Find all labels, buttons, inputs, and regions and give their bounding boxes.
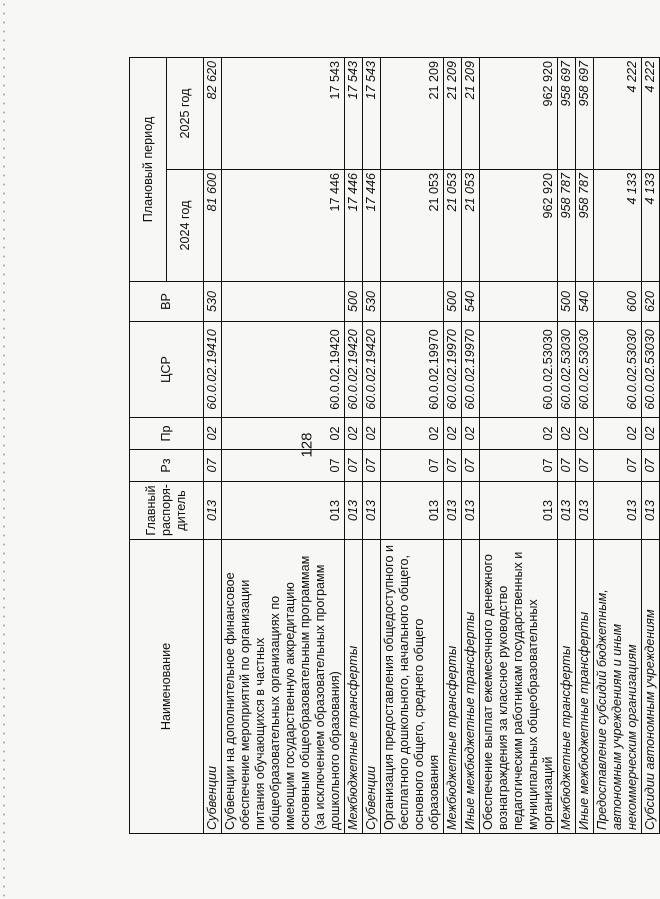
cell-manager: 013 bbox=[204, 482, 222, 540]
cell-name: Иные межбюджетные трансферты bbox=[462, 540, 480, 834]
cell-pr: 02 bbox=[363, 418, 381, 450]
cell-name: Иные межбюджетные трансферты bbox=[576, 540, 594, 834]
cell-2024: 81 600 bbox=[204, 170, 222, 282]
cell-csr: 60.0.02.53030 bbox=[480, 322, 558, 418]
cell-pr: 02 bbox=[444, 418, 462, 450]
cell-2025: 4 222 bbox=[594, 57, 642, 169]
cell-pr: 02 bbox=[576, 418, 594, 450]
cell-csr: 60.0.02.19970 bbox=[444, 322, 462, 418]
header-2025: 2025 год bbox=[167, 57, 204, 169]
cell-rz: 07 bbox=[204, 450, 222, 482]
cell-manager: 013 bbox=[444, 482, 462, 540]
cell-2024: 958 787 bbox=[576, 170, 594, 282]
cell-vr bbox=[222, 282, 345, 322]
cell-vr: 530 bbox=[204, 282, 222, 322]
cell-rz: 07 bbox=[594, 450, 642, 482]
cell-rz: 07 bbox=[642, 450, 660, 482]
header-name: Наименование bbox=[130, 540, 204, 834]
cell-vr: 620 bbox=[642, 282, 660, 322]
table-row bbox=[480, 57, 558, 833]
cell-2024: 4 133 bbox=[594, 170, 642, 282]
cell-manager: 013 bbox=[576, 482, 594, 540]
cell-pr: 02 bbox=[594, 418, 642, 450]
cell-vr: 500 bbox=[444, 282, 462, 322]
cell-2024: 17 446 bbox=[222, 170, 345, 282]
header-2024: 2024 год bbox=[167, 170, 204, 282]
table-row bbox=[558, 57, 576, 833]
cell-manager: 013 bbox=[345, 482, 363, 540]
cell-pr: 02 bbox=[480, 418, 558, 450]
cell-name: Межбюджетные трансферты bbox=[345, 540, 363, 834]
table-row bbox=[642, 57, 660, 833]
cell-name: Субвенции bbox=[204, 540, 222, 834]
cell-name: Организация предоставления общедоступного и бесплатного дошкольного, начального общего, основного общего, среднего общего образования bbox=[381, 540, 444, 834]
cell-pr: 02 bbox=[345, 418, 363, 450]
table-row bbox=[204, 57, 222, 833]
header-rz: Рз bbox=[130, 450, 204, 482]
header-vr: ВР bbox=[130, 282, 204, 322]
cell-2024: 958 787 bbox=[558, 170, 576, 282]
cell-manager: 013 bbox=[594, 482, 642, 540]
cell-csr: 60.0.02.19420 bbox=[345, 322, 363, 418]
cell-csr: 60.0.02.19970 bbox=[462, 322, 480, 418]
header-manager: Главный распоря-дитель bbox=[130, 482, 204, 540]
cell-csr: 60.0.02.19420 bbox=[363, 322, 381, 418]
cell-2024: 21 053 bbox=[444, 170, 462, 282]
cell-vr: 500 bbox=[558, 282, 576, 322]
cell-csr: 60.0.02.53030 bbox=[642, 322, 660, 418]
cell-pr: 02 bbox=[381, 418, 444, 450]
cell-name: Межбюджетные трансферты bbox=[558, 540, 576, 834]
cell-rz: 07 bbox=[363, 450, 381, 482]
cell-rz: 07 bbox=[222, 450, 345, 482]
cell-csr: 60.0.02.19420 bbox=[222, 322, 345, 418]
cell-2025: 958 697 bbox=[576, 57, 594, 169]
table-row bbox=[594, 57, 642, 833]
cell-csr: 60.0.02.53030 bbox=[558, 322, 576, 418]
cell-2025: 17 543 bbox=[222, 57, 345, 169]
cell-pr: 02 bbox=[642, 418, 660, 450]
cell-pr: 02 bbox=[204, 418, 222, 450]
cell-pr: 02 bbox=[222, 418, 345, 450]
cell-vr bbox=[381, 282, 444, 322]
binding-holes bbox=[2, 0, 6, 899]
cell-pr: 02 bbox=[558, 418, 576, 450]
cell-manager: 013 bbox=[222, 482, 345, 540]
cell-2025: 4 222 bbox=[642, 57, 660, 169]
budget-table-rotated bbox=[129, 58, 657, 834]
cell-2025: 17 543 bbox=[345, 57, 363, 169]
budget-table bbox=[129, 57, 660, 834]
cell-rz: 07 bbox=[381, 450, 444, 482]
table-row bbox=[444, 57, 462, 833]
cell-2025: 21 209 bbox=[444, 57, 462, 169]
cell-manager: 013 bbox=[480, 482, 558, 540]
cell-name: Межбюджетные трансферты bbox=[444, 540, 462, 834]
cell-manager: 013 bbox=[462, 482, 480, 540]
cell-2025: 21 209 bbox=[381, 57, 444, 169]
cell-2024: 4 133 bbox=[642, 170, 660, 282]
cell-name: Обеспечение выплат ежемесячного денежного вознаграждения за классное руководство педагогическим работникам государственных и муниципальных общеобразовательных организаций bbox=[480, 540, 558, 834]
cell-name: Предоставление субсидий бюджетным, автономным учреждениям и иным некоммерческим организациям bbox=[594, 540, 642, 834]
cell-vr: 500 bbox=[345, 282, 363, 322]
cell-rz: 07 bbox=[576, 450, 594, 482]
cell-vr: 530 bbox=[363, 282, 381, 322]
cell-2025: 958 697 bbox=[558, 57, 576, 169]
page-number: 128 bbox=[298, 432, 316, 458]
table-row bbox=[345, 57, 363, 833]
cell-2024: 962 920 bbox=[480, 170, 558, 282]
cell-vr: 600 bbox=[594, 282, 642, 322]
table-row bbox=[381, 57, 444, 833]
cell-vr bbox=[480, 282, 558, 322]
cell-name: Субвенции bbox=[363, 540, 381, 834]
cell-rz: 07 bbox=[480, 450, 558, 482]
cell-manager: 013 bbox=[642, 482, 660, 540]
header-csr: ЦСР bbox=[130, 322, 204, 418]
cell-csr: 60.0.02.19970 bbox=[381, 322, 444, 418]
cell-pr: 02 bbox=[462, 418, 480, 450]
cell-rz: 07 bbox=[444, 450, 462, 482]
cell-2025: 82 620 bbox=[204, 57, 222, 169]
cell-csr: 60.0.02.53030 bbox=[576, 322, 594, 418]
cell-manager: 013 bbox=[381, 482, 444, 540]
cell-2024: 21 053 bbox=[381, 170, 444, 282]
cell-rz: 07 bbox=[462, 450, 480, 482]
table-row bbox=[462, 57, 480, 833]
cell-name: Субсидии автономным учреждениям bbox=[642, 540, 660, 834]
table-row bbox=[222, 57, 345, 833]
cell-2025: 962 920 bbox=[480, 57, 558, 169]
cell-manager: 013 bbox=[363, 482, 381, 540]
cell-csr: 60.0.02.53030 bbox=[594, 322, 642, 418]
cell-2024: 21 053 bbox=[462, 170, 480, 282]
cell-2024: 17 446 bbox=[345, 170, 363, 282]
cell-vr: 540 bbox=[576, 282, 594, 322]
cell-2025: 17 543 bbox=[363, 57, 381, 169]
cell-rz: 07 bbox=[558, 450, 576, 482]
table-row bbox=[576, 57, 594, 833]
header-plan-period: Плановый период bbox=[130, 57, 167, 281]
cell-rz: 07 bbox=[345, 450, 363, 482]
cell-manager: 013 bbox=[558, 482, 576, 540]
cell-2025: 21 209 bbox=[462, 57, 480, 169]
header-pr: Пр bbox=[130, 418, 204, 450]
cell-2024: 17 446 bbox=[363, 170, 381, 282]
table-row bbox=[363, 57, 381, 833]
cell-name: Субвенции на дополнительное финансовое обеспечение мероприятий по организации питания обучающихся в частных общеобразовательных организациях по имеющим государственную аккредитацию основным общеобразовательным программам (за исключением образовательных программ дошкольного образования) bbox=[222, 540, 345, 834]
cell-csr: 60.0.02.19410 bbox=[204, 322, 222, 418]
cell-vr: 540 bbox=[462, 282, 480, 322]
